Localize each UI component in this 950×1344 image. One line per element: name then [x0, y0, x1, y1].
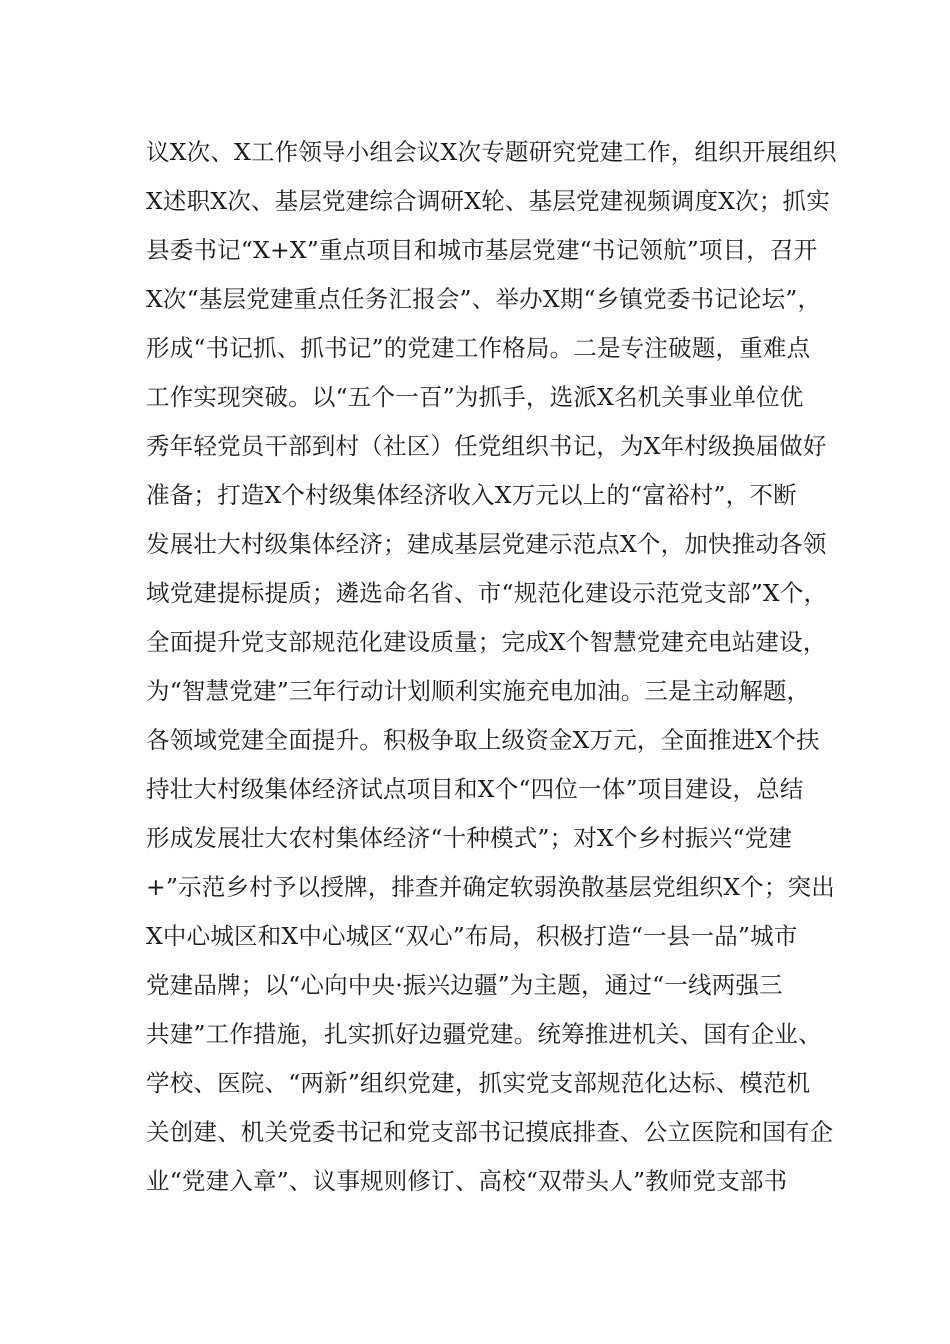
- text-line: 准备；打造X个村级集体经济收入X万元以上的“富裕村”，不断: [146, 481, 797, 509]
- text-line: 党建品牌；以“心向中央·振兴边疆”为主题，通过“一线两强三: [146, 971, 783, 999]
- text-line: X次“基层党建重点任务汇报会”、举办X期“乡镇党委书记论坛”，: [146, 285, 822, 313]
- text-line: X述职X次、基层党建综合调研X轮、基层党建视频调度X次；抓实: [146, 187, 830, 215]
- text-line: 域党建提标提质；遴选命名省、市“规范化建设示范党支部”X个，: [146, 579, 828, 607]
- text-line: +”示范乡村予以授牌，排查并确定软弱涣散基层党组织X个；突出: [146, 873, 835, 901]
- text-line: 持壮大村级集体经济试点项目和X个“四位一体”项目建设，总结: [146, 775, 804, 803]
- text-line: 形成“书记抓、抓书记”的党建工作格局。二是专注破题，重难点: [146, 334, 811, 362]
- text-line: 发展壮大村级集体经济；建成基层党建示范点X个，加快推动各领: [146, 530, 827, 558]
- text-line: 共建”工作措施，扎实抓好边疆党建。统筹推进机关、国有企业、: [146, 1020, 822, 1048]
- body-text: [146, 128, 846, 1206]
- text-line: 形成发展壮大农村集体经济“十种模式”；对X个乡村振兴“党建: [146, 824, 793, 852]
- text-line: 全面提升党支部规范化建设质量；完成X个智慧党建充电站建设，: [146, 628, 827, 656]
- text-line: 秀年轻党员干部到村（社区）任党组织书记，为X年村级换届做好: [146, 432, 827, 460]
- text-line: 议X次、X工作领导小组会议X次专题研究党建工作，组织开展组织: [146, 138, 837, 166]
- text-line: 关创建、机关党委书记和党支部书记摸底排查、公立医院和国有企: [146, 1118, 834, 1146]
- text-line: 业“党建入章”、议事规则修订、高校“双带头人”教师党支部书: [146, 1167, 788, 1195]
- text-line: 各领域党建全面提升。积极争取上级资金X万元，全面推进X个扶: [146, 726, 820, 754]
- text-line: X中心城区和X中心城区“双心”布局，积极打造“一县一品”城市: [146, 922, 798, 950]
- text-line: 为“智慧党建”三年行动计划顺利实施充电加油。三是主动解题，: [146, 677, 811, 705]
- text-line: 工作实现突破。以“五个一百”为抓手，选派X名机关事业单位优: [146, 383, 804, 411]
- text-line: 学校、医院、“两新”组织党建，抓实党支部规范化达标、模范机: [146, 1069, 811, 1097]
- text-line: 县委书记“X+X”重点项目和城市基层党建“书记领航”项目，召开: [146, 236, 818, 264]
